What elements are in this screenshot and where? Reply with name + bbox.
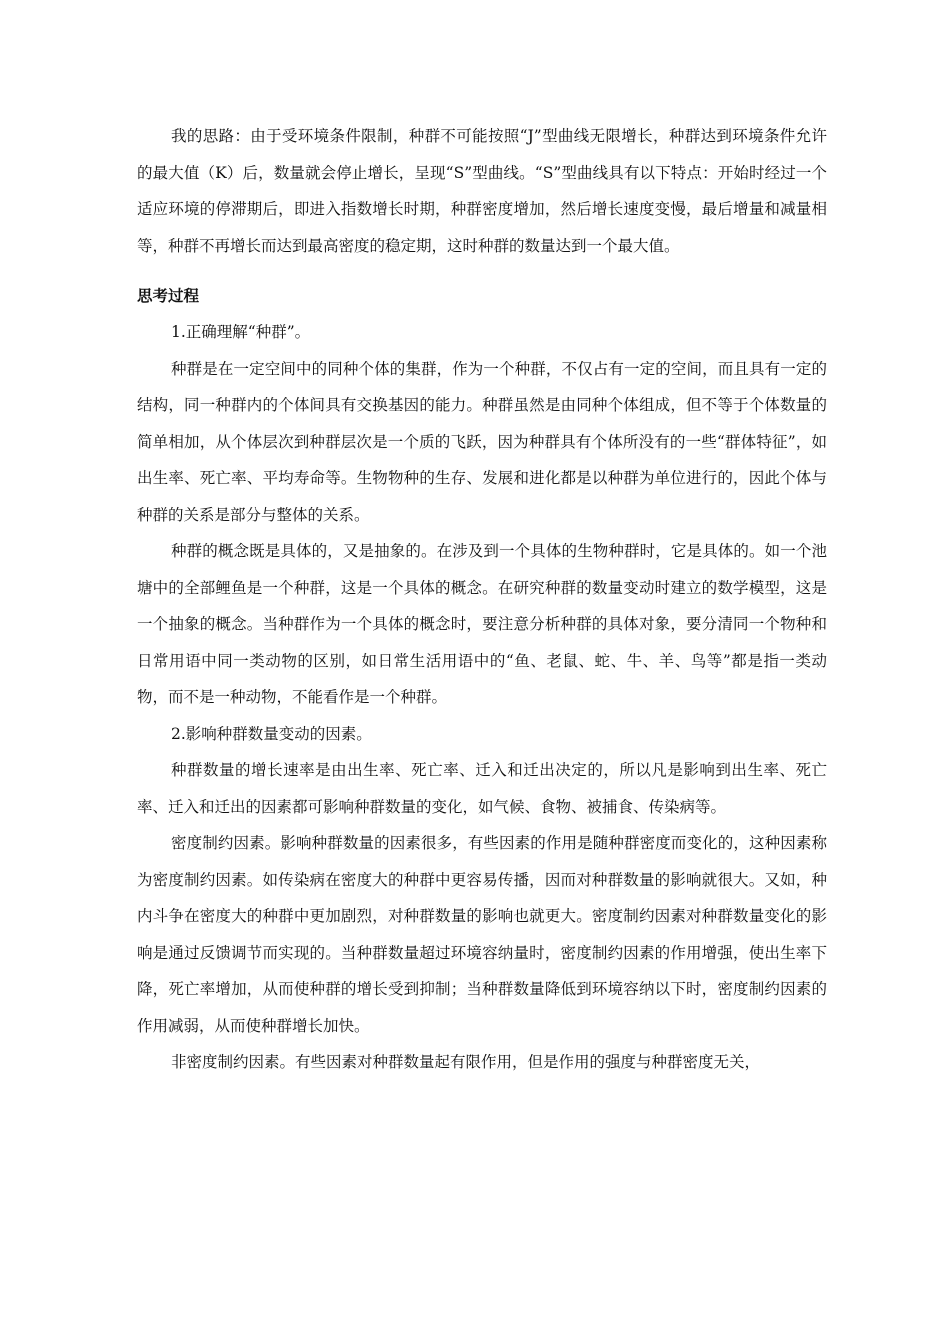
section-heading: 思考过程	[137, 287, 200, 305]
item1-paragraph-1: 种群是在一定空间中的同种个体的集群，作为一个种群，不仅占有一定的空间，而且具有一定的结构，同一种群内的个体间具有交换基因的能力。种群虽然是由同种个体组成，但不等于个体数量的简单相加，从个体层次到种群层次是一个质的飞跃，因为种群具有个体所没有的一些“群体特征”，如出生率、死亡率、平均寿命等。生物物种的生存、发展和进化都是以种群为单位进行的，因此个体与种群的关系是部分与整体的关系。	[137, 359, 827, 524]
item1-title: 1.正确理解“种群”。	[171, 323, 311, 341]
item2-paragraph-3: 非密度制约因素。有些因素对种群数量起有限作用，但是作用的强度与种群密度无关，	[171, 1053, 761, 1071]
item2-paragraph-2: 密度制约因素。影响种群数量的因素很多，有些因素的作用是随种群密度而变化的，这种因素称为密度制约因素。如传染病在密度大的种群中更容易传播，因而对种群数量的影响就很大。又如，种内斗争在密度大的种群中更加剧烈，对种群数量的影响也就更大。密度制约因素对种群数量变化的影响是通过反馈调节而实现的。当种群数量超过环境容纳量时，密度制约因素的作用增强，使出生率下降，死亡率增加，从而使种群的增长受到抑制；当种群数量降低到环境容纳以下时，密度制约因素的作用减弱，从而使种群增长加快。	[137, 834, 827, 1035]
item2-paragraph-1: 种群数量的增长速率是由出生率、死亡率、迁入和迁出决定的，所以凡是影响到出生率、死亡率、迁入和迁出的因素都可影响种群数量的变化，如气候、食物、被捕食、传染病等。	[137, 761, 827, 816]
document-body	[137, 118, 827, 1081]
item1-paragraph-2: 种群的概念既是具体的，又是抽象的。在涉及到一个具体的生物种群时，它是具体的。如一个池塘中的全部鲤鱼是一个种群，这是一个具体的概念。在研究种群的数量变动时建立的数学模型，这是一个抽象的概念。当种群作为一个具体的概念时，要注意分析种群的具体对象，要分清同一个物种和日常用语中同一类动物的区别，如日常生活用语中的“鱼、老鼠、蛇、牛、羊、鸟等”都是指一类动物，而不是一种动物，不能看作是一个种群。	[137, 542, 827, 706]
intro-paragraph: 我的思路：由于受环境条件限制，种群不可能按照“J”型曲线无限增长，种群达到环境条件允许的最大值（K）后，数量就会停止增长，呈现“S”型曲线。“S”型曲线具有以下特点：开始时经过一个适应环境的停滞期后，即进入指数增长时期，种群密度增加，然后增长速度变慢，最后增量和减量相等，种群不再增长而达到最高密度的稳定期，这时种群的数量达到一个最大值。	[137, 127, 827, 255]
section-spacer	[137, 264, 827, 278]
item2-title: 2.影响种群数量变动的因素。	[171, 724, 372, 743]
